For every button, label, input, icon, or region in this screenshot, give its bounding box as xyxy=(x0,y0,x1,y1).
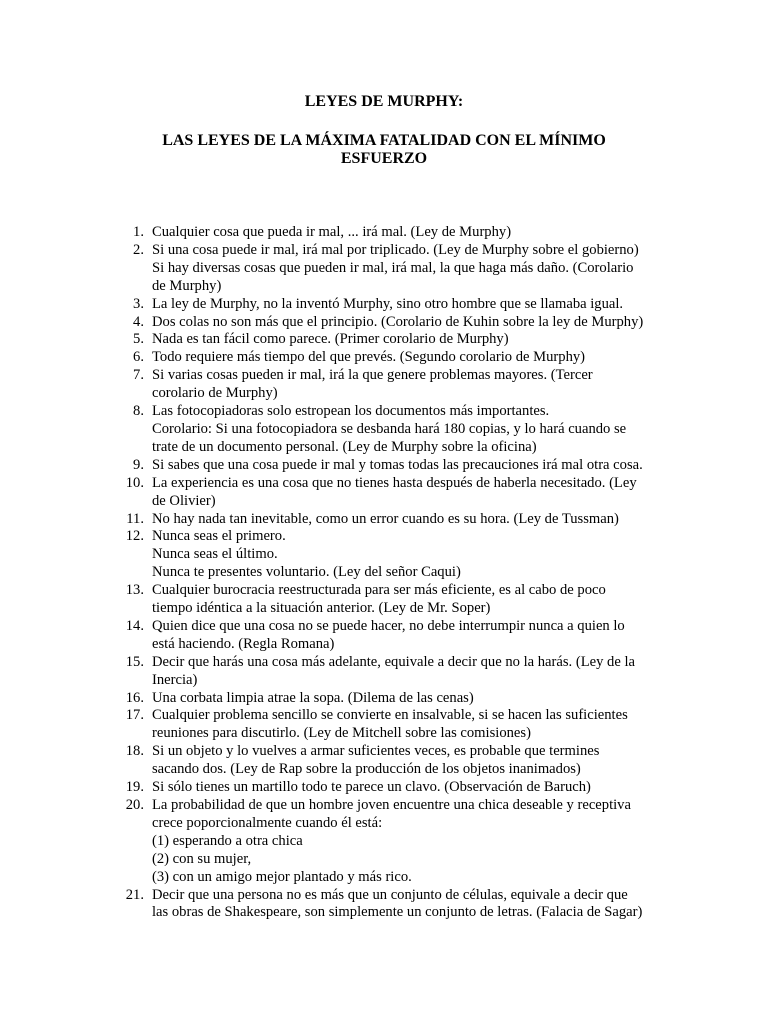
document-subtitle: LAS LEYES DE LA MÁXIMA FATALIDAD CON EL MÍNIMO ESFUERZO xyxy=(162,132,606,167)
law-item xyxy=(116,242,664,296)
law-item xyxy=(116,582,664,618)
law-text-line: Las fotocopiadoras solo estropean los documentos más importantes. xyxy=(152,403,550,420)
law-text-line: Todo requiere más tiempo del que prevés. (Segundo corolario de Murphy) xyxy=(152,349,586,366)
law-number: 4. xyxy=(133,313,144,330)
law-item xyxy=(116,743,664,779)
law-text-line: Si sabes que una cosa puede ir mal y tomas todas las precauciones irá mal otra cosa. xyxy=(152,456,643,473)
law-text-line: Quien dice que una cosa no se puede hacer, no debe interrumpir nunca a quien lo xyxy=(152,617,625,634)
law-text-line: Corolario: Si una fotocopiadora se desbanda hará 180 copias, y lo hará cuando se xyxy=(152,420,627,437)
law-text-line: tiempo idéntica a la situación anterior. (Ley de Mr. Soper) xyxy=(152,600,491,617)
document-title: LEYES DE MURPHY: xyxy=(304,93,464,110)
law-text-line: reuniones para discutirlo. (Ley de Mitchell sobre las comisiones) xyxy=(152,725,531,742)
law-item xyxy=(116,296,664,314)
law-text-line: Si hay diversas cosas que pueden ir mal, irá mal, la que haga más daño. (Corolario xyxy=(152,259,634,276)
law-number: 5. xyxy=(133,331,144,348)
law-text-line: corolario de Murphy) xyxy=(152,385,278,402)
law-text-line: Si una cosa puede ir mal, irá mal por triplicado. (Ley de Murphy sobre el gobierno) xyxy=(152,241,639,258)
law-text-line: sacando dos. (Ley de Rap sobre la producción de los objetos inanimados) xyxy=(152,761,581,778)
laws-list xyxy=(116,224,664,922)
law-number: 8. xyxy=(133,403,144,420)
law-text-line: (2) con su mujer, xyxy=(152,850,252,867)
law-number: 10. xyxy=(125,474,144,491)
law-item xyxy=(116,224,664,242)
law-text-line: La probabilidad de que un hombre joven encuentre una chica deseable y receptiva xyxy=(152,797,631,813)
law-text-line: trate de un documento personal. (Ley de Murphy sobre la oficina) xyxy=(152,438,537,455)
law-number: 12. xyxy=(125,528,144,545)
law-number: 11. xyxy=(126,510,144,527)
law-text-line: La ley de Murphy, no la inventó Murphy, sino otro hombre que se llamaba igual. xyxy=(152,295,624,312)
law-number: 2. xyxy=(133,241,144,258)
law-item xyxy=(116,511,664,529)
law-text-line: crece poporcionalmente cuando él está: xyxy=(152,814,383,831)
law-text-line: Si un objeto y lo vuelves a armar suficientes veces, es probable que termines xyxy=(152,743,600,760)
law-item xyxy=(116,618,664,654)
law-text-line: de Olivier) xyxy=(152,492,216,509)
law-item xyxy=(116,457,664,475)
law-text-line: Cualquier problema sencillo se convierte en insalvable, si se hacen las suficientes xyxy=(152,707,628,724)
law-text-line: (1) esperando a otra chica xyxy=(152,832,303,849)
law-number: 3. xyxy=(133,295,144,312)
law-text-line: Si sólo tienes un martillo todo te parece un clavo. (Observación de Baruch) xyxy=(152,779,591,796)
law-text-line: Decir que harás una cosa más adelante, equivale a decir que no la harás. (Ley de la xyxy=(152,653,635,670)
law-text-line: Inercia) xyxy=(152,671,198,688)
law-number: 17. xyxy=(125,707,144,724)
law-number: 1. xyxy=(133,224,144,240)
law-item xyxy=(116,887,664,923)
law-item xyxy=(116,331,664,349)
law-text-line: Nunca seas el primero. xyxy=(152,528,286,545)
law-number: 18. xyxy=(125,743,144,760)
law-item xyxy=(116,475,664,511)
law-item xyxy=(116,349,664,367)
law-text-line: La experiencia es una cosa que no tienes hasta después de haberla necesitado. (Ley xyxy=(152,474,637,491)
law-text-line: Dos colas no son más que el principio. (Corolario de Kuhin sobre la ley de Murphy) xyxy=(152,313,644,330)
law-text-line: Nada es tan fácil como parece. (Primer corolario de Murphy) xyxy=(152,331,509,348)
law-item xyxy=(116,314,664,332)
law-number: 20. xyxy=(125,797,144,813)
law-number: 7. xyxy=(133,367,144,384)
law-text-line: Decir que una persona no es más que un conjunto de células, equivale a decir que xyxy=(152,886,628,903)
law-item xyxy=(116,367,664,403)
law-text-line: Si varias cosas pueden ir mal, irá la que genere problemas mayores. (Tercer xyxy=(152,367,593,384)
law-number: 6. xyxy=(133,349,144,366)
law-number: 21. xyxy=(125,886,144,903)
law-number: 13. xyxy=(125,582,144,599)
law-text-line: Cualquier cosa que pueda ir mal, ... irá mal. (Ley de Murphy) xyxy=(152,224,512,240)
law-item xyxy=(116,707,664,743)
law-item xyxy=(116,779,664,797)
law-text-line: (3) con un amigo mejor plantado y más rico. xyxy=(152,868,412,885)
law-item xyxy=(116,528,664,582)
law-number: 19. xyxy=(125,779,144,796)
law-text-line: está haciendo. (Regla Romana) xyxy=(152,635,335,652)
law-number: 15. xyxy=(125,653,144,670)
law-number: 16. xyxy=(125,689,144,706)
law-text-line: Nunca te presentes voluntario. (Ley del señor Caqui) xyxy=(152,564,461,581)
law-number: 9. xyxy=(133,456,144,473)
law-text-line: las obras de Shakespeare, son simplemente un conjunto de letras. (Falacia de Sagar) xyxy=(152,904,643,921)
law-text-line: Cualquier burocracia reestructurada para ser más eficiente, es al cabo de poco xyxy=(152,582,606,599)
law-item xyxy=(116,797,664,887)
law-item xyxy=(116,690,664,708)
law-item xyxy=(116,654,664,690)
law-number: 14. xyxy=(125,617,144,634)
law-text-line: de Murphy) xyxy=(152,277,222,294)
law-text-line: Una corbata limpia atrae la sopa. (Dilema de las cenas) xyxy=(152,689,474,706)
law-item xyxy=(116,403,664,457)
law-text-line: Nunca seas el último. xyxy=(152,546,278,563)
law-text-line: No hay nada tan inevitable, como un error cuando es su hora. (Ley de Tussman) xyxy=(152,510,619,527)
